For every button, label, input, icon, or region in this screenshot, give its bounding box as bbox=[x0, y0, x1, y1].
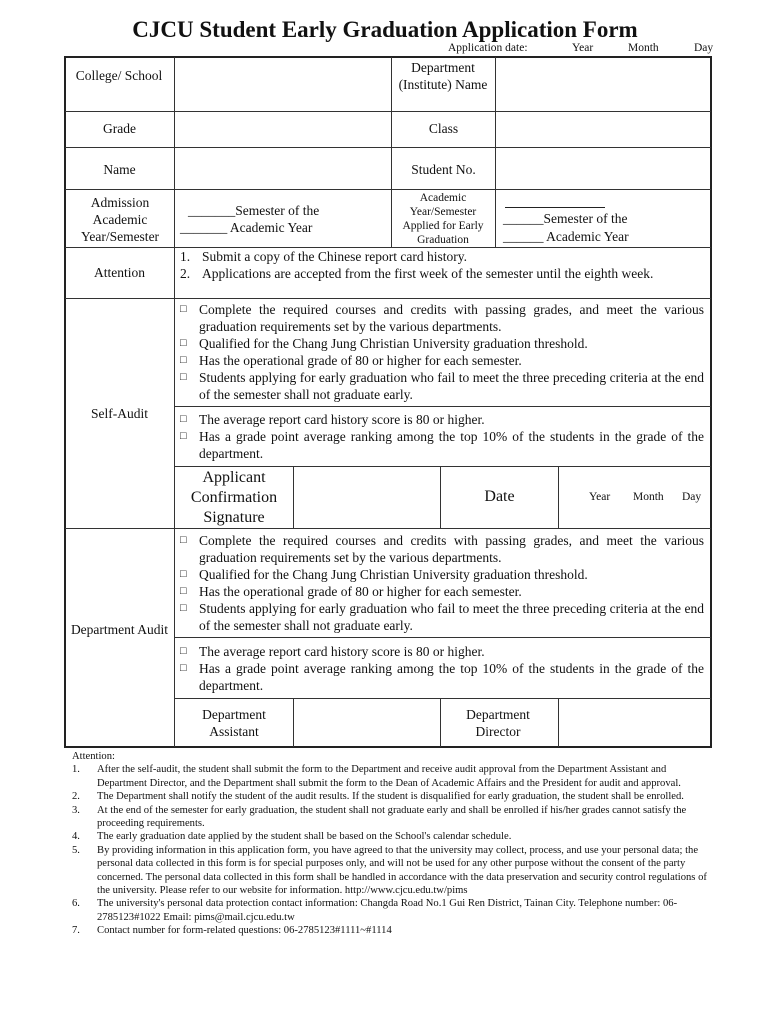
department-label: Department (Institute) Name bbox=[398, 60, 488, 92]
college-label: College/ School bbox=[75, 68, 163, 83]
checklist-item[interactable]: □ Has a grade point average ranking among the top 10% of the students in the grade of the department. bbox=[180, 661, 704, 693]
checklist-item[interactable]: □ Qualified for the Chang Jung Christian University graduation threshold. bbox=[180, 567, 588, 582]
note-item: 6. The university's personal data protection contact information: Changda Road No.1 Gui Ren District, Tainan City. Telephone number: 06-2785123#1022 Email: pims@mail.cjcu.edu.tw bbox=[72, 898, 678, 923]
checkbox[interactable]: □ bbox=[180, 568, 187, 580]
application-date-month[interactable]: Month bbox=[628, 42, 659, 54]
notes-section bbox=[72, 750, 712, 938]
dept-director-field[interactable] bbox=[559, 699, 710, 746]
note-item: 1. After the self-audit, the student shall submit the form to the Department and receive audit approval from the Department Assistant and Department Director, and the Department shall submit the form to the Dean of Academic Affairs and the President for audit and approval. bbox=[72, 764, 681, 789]
checklist-item[interactable]: □ The average report card history score is 80 or higher. bbox=[180, 412, 485, 427]
blank-line bbox=[505, 207, 605, 208]
dept-audit-group-2 bbox=[180, 643, 704, 694]
admission-year[interactable]: _______ Academic Year bbox=[180, 220, 313, 235]
note-item: 3. At the end of the semester for early graduation, the student shall not graduate early and shall be enrolled if his/her grades cannot satisfy the proceeding requirements. bbox=[72, 804, 687, 830]
application-date-label: Application date: bbox=[448, 42, 528, 54]
dept-audit-label: Department Audit bbox=[70, 622, 169, 637]
attention-item: 1. Submit a copy of the Chinese report card history. bbox=[180, 249, 467, 264]
note-item: 5. By providing information in this application form, you have agreed to that the university may collect, process, and use your personal data; the personal data collected in this form is for special purposes only, and will not be used for any other purpose without the consent of the party concerned. The personal data collected in this form shall be handled in accordance with the data preservation and security control regulations of the university. Please refer to our website for information. http://www.cjcu.edu.tw/pims bbox=[72, 844, 707, 897]
application-date-year[interactable]: Year bbox=[572, 42, 594, 54]
self-audit-group-1 bbox=[180, 301, 704, 403]
attention-list bbox=[180, 248, 704, 282]
row-divider bbox=[65, 528, 711, 529]
checklist-item[interactable]: □ Has a grade point average ranking among the top 10% of the students in the grade of the department. bbox=[180, 429, 704, 461]
checkbox[interactable]: □ bbox=[180, 430, 187, 442]
row-divider bbox=[174, 466, 711, 467]
checkbox[interactable]: □ bbox=[180, 354, 187, 366]
grade-field[interactable] bbox=[175, 112, 390, 146]
checkbox[interactable]: □ bbox=[180, 413, 187, 425]
checklist-item[interactable]: □ Students applying for early graduation who fail to meet the three preceding criteria at the end of the semester shall not graduate early. bbox=[180, 370, 704, 402]
checkbox[interactable]: □ bbox=[180, 585, 187, 597]
applied-semester[interactable]: ______Semester of the bbox=[503, 211, 628, 226]
sign-date-day[interactable]: Day bbox=[682, 491, 702, 503]
checklist-item[interactable]: □ Complete the required courses and credits with passing grades, and meet the various graduation requirements set by the various departments. bbox=[180, 533, 704, 565]
checklist-item[interactable]: □ The average report card history score is 80 or higher. bbox=[180, 644, 485, 659]
college-field[interactable] bbox=[175, 58, 390, 110]
student-no-field[interactable] bbox=[496, 148, 710, 188]
application-date-day[interactable]: Day bbox=[694, 42, 714, 54]
note-item: 7. Contact number for form-related questions: 06-2785123#1111~#1114 bbox=[72, 925, 392, 937]
checkbox[interactable]: □ bbox=[180, 337, 187, 349]
name-label: Name bbox=[103, 162, 136, 177]
grade-label: Grade bbox=[103, 121, 136, 136]
checkbox[interactable]: □ bbox=[180, 534, 187, 546]
checklist-item[interactable]: □ Complete the required courses and credits with passing grades, and meet the various graduation requirements set by the various departments. bbox=[180, 302, 704, 334]
applied-label: Academic Year/Semester Applied for Early Graduation bbox=[402, 192, 484, 246]
row-divider bbox=[65, 298, 711, 299]
checkbox[interactable]: □ bbox=[180, 662, 187, 674]
sign-date-year[interactable]: Year bbox=[589, 491, 611, 503]
checkbox[interactable]: □ bbox=[180, 303, 187, 315]
student-no-label: Student No. bbox=[411, 162, 476, 177]
applied-year[interactable]: ______ Academic Year bbox=[503, 229, 629, 244]
sign-date-month[interactable]: Month bbox=[633, 491, 664, 503]
checklist-item[interactable]: □ Students applying for early graduation who fail to meet the three preceding criteria at the end of the semester shall not graduate early. bbox=[180, 601, 704, 633]
admission-label: Admission Academic Year/Semester bbox=[80, 195, 160, 244]
attention-label: Attention bbox=[94, 265, 145, 280]
checkbox[interactable]: □ bbox=[180, 645, 187, 657]
dept-audit-group-1 bbox=[180, 532, 704, 634]
self-audit-label: Self-Audit bbox=[91, 406, 148, 421]
class-field[interactable] bbox=[496, 112, 710, 146]
col-divider bbox=[440, 698, 441, 747]
attention-item: 2. Applications are accepted from the first week of the semester until the eighth week. bbox=[180, 266, 654, 281]
dept-assistant-label: Department Assistant bbox=[202, 707, 266, 739]
notes-heading: Attention: bbox=[72, 751, 115, 762]
self-audit-group-2 bbox=[180, 411, 704, 462]
class-label: Class bbox=[428, 121, 459, 136]
note-item: 2. The Department shall notify the student of the audit results. If the student is disqualified for early graduation, the student shall be enrolled. bbox=[72, 791, 684, 803]
dept-director-label: Department Director bbox=[466, 707, 530, 739]
name-field[interactable] bbox=[175, 148, 390, 188]
row-divider bbox=[174, 637, 711, 638]
col-divider bbox=[558, 466, 559, 528]
checklist-item[interactable]: □ Has the operational grade of 80 or higher for each semester. bbox=[180, 584, 522, 599]
department-field[interactable] bbox=[496, 58, 710, 110]
dept-assistant-field[interactable] bbox=[294, 699, 439, 746]
note-item: 4. The early graduation date applied by the student shall be based on the School's calendar schedule. bbox=[72, 831, 512, 843]
signature-field[interactable] bbox=[294, 467, 439, 527]
row-divider bbox=[174, 406, 711, 407]
row-divider bbox=[65, 189, 711, 190]
checklist-item[interactable]: □ Qualified for the Chang Jung Christian University graduation threshold. bbox=[180, 336, 588, 351]
admission-semester[interactable]: _______Semester of the bbox=[188, 203, 320, 218]
checklist-item[interactable]: □ Has the operational grade of 80 or higher for each semester. bbox=[180, 353, 522, 368]
signature-label: Applicant Confirmation Signature bbox=[190, 469, 278, 526]
checkbox[interactable]: □ bbox=[180, 602, 187, 614]
form-title: CJCU Student Early Graduation Application Form bbox=[132, 17, 638, 42]
checkbox[interactable]: □ bbox=[180, 371, 187, 383]
date-label: Date bbox=[484, 488, 515, 505]
